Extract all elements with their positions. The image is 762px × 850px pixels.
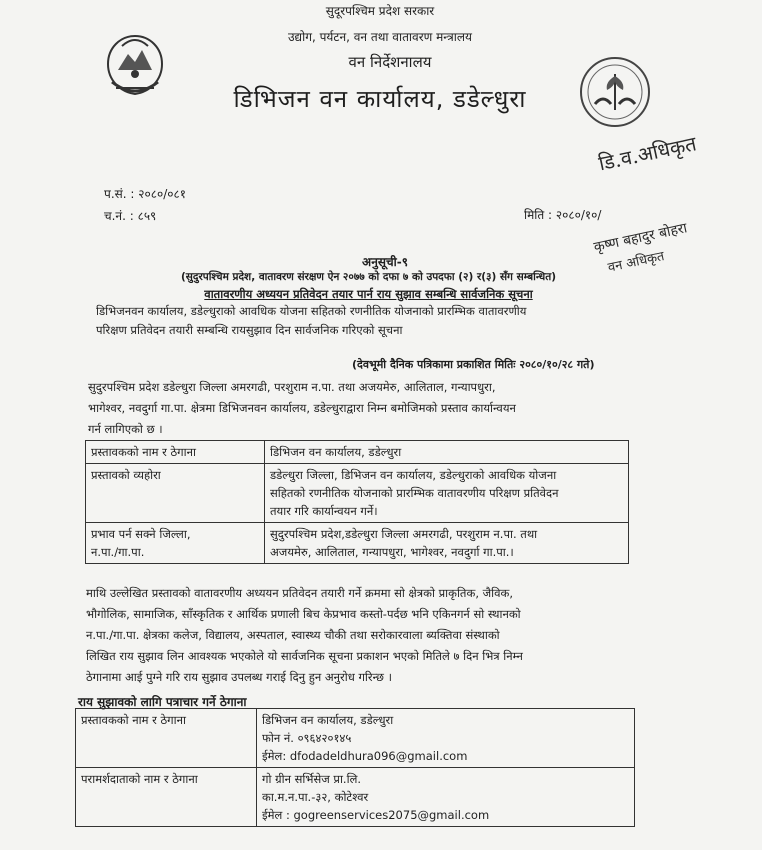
signer-name: कृष्ण बहादुर बोहरा [592,220,689,256]
government-line: सुदूरपश्चिम प्रदेश सरकार [325,4,435,18]
value-line: ईमेल : gogreenservices2075@gmail.com [262,808,490,822]
table-row [76,709,635,768]
value-line: डिभिजन वन कार्यालय, डडेल्धुरा [262,713,394,727]
value-line: सुदुरपश्चिम प्रदेश,डडेल्धुरा जिल्ला अमरगढी, परशुराम न.पा. तथा [270,527,538,541]
value-line: तयार गरि कार्यान्वयन गर्ने। [270,504,378,518]
ministry-line: उद्योग, पर्यटन, वन तथा वातावरण मन्त्रालय [287,30,473,44]
value-line: अजयमेरु, आलिताल, गन्यापधुरा, भागेश्वर, नवदुर्गा गा.पा.। [270,545,514,559]
table-row [86,441,629,464]
table-cell-label: प्रस्तावको व्यहोरा [86,464,265,523]
table-cell-value [265,464,629,523]
nepal-emblem-icon [98,30,172,104]
value-line: का.म.न.पा.-३२, कोटेश्वर [262,790,369,804]
intro-line-1: डिभिजनवन कार्यालय, डडेल्धुराको आवधिक योजना सहितको रणनीतिक योजनाको प्रारम्भिक वातावरणीय [96,304,527,318]
annex-label: अनुसूची-९ [362,255,408,269]
table-cell-value [257,768,635,827]
para1-line-2: भागेश्वर, नवदुर्गा गा.पा. क्षेत्रमा डिभिजनवन कार्यालय, डडेल्धुराद्वारा निम्न बमोजिमको प्रस्ताव कार्यान्वयन [88,401,516,415]
body-line-3: न.पा./गा.पा. क्षेत्रका कलेज, विद्यालय, अस्पताल, स्वास्थ्य चौकी तथा सरोकारवाला ब्यक्तिवा संस्थाको [86,628,500,642]
signature: डि.व.अधिकृत [596,131,699,176]
proposal-table [85,440,629,564]
publication-note: (देवभूमी दैनिक पत्रिकामा प्रकाशित मितिः २०८०/१०/२८ गते) [352,358,595,371]
date-field: मिति : २०८०/१०/ [524,208,602,222]
para1-line-1: सुदुरपश्चिम प्रदेश डडेल्धुरा जिल्ला अमरगढी, परशुराम न.पा. तथा अजयमेरु, आलिताल, गन्यापधुरा, [88,380,496,394]
table-cell-value [265,523,629,564]
dispatch-number: च.नं. : ८५९ [104,209,157,223]
table-cell-value [257,709,635,768]
office-title: डिभिजन वन कार्यालय, डडेल्धुरा [233,85,527,113]
directorate-line: वन निर्देशनालय [348,53,432,71]
label-line: न.पा./गा.पा. [91,545,145,559]
body-line-5: ठेगानामा आई पुग्ने गरि राय सुझाव उपलब्ध गराई दिनु हुन अनुरोध गरिन्छ । [86,670,392,684]
value-line: ईमेल: dfodadeldhura096@gmail.com [262,749,468,763]
reference-number: प.सं. : २०८०/०८१ [104,187,186,201]
table-cell-label [86,523,265,564]
table-row [86,523,629,564]
contact-table [75,708,635,827]
table-row [86,464,629,523]
contact-heading: राय सुझावको लागि पत्राचार गर्ने ठेगाना [78,695,247,709]
value-line: फोन नं. ०९६४२०१४५ [262,731,352,745]
value-line: गो ग्रीन सर्भिसेज प्रा.लि. [262,772,362,786]
body-line-1: माथि उल्लेखित प्रस्तावको वातावरणीय अध्ययन प्रतिवेदन तयारी गर्ने क्रममा सो क्षेत्रको प्राकृतिक, जैविक, [86,586,514,600]
table-cell-label: परामर्शदाताको नाम र ठेगाना [76,768,257,827]
table-cell-value: डिभिजन वन कार्यालय, डडेल्धुरा [265,441,629,464]
forest-office-logo-icon [577,54,653,130]
label-line: प्रभाव पर्न सक्ने जिल्ला, [91,527,191,541]
table-row [76,768,635,827]
notice-title: वातावरणीय अध्ययन प्रतिवेदन तयार पार्न राय सुझाव सम्बन्धि सार्वजनिक सूचना [204,287,533,301]
legal-reference: (सुदुरपश्चिम प्रदेश, वातावरण संरक्षण ऐन २०७७ को दफा ७ को उपदफा (२) र(३) सँग सम्बन्धित) [180,271,556,283]
table-cell-label: प्रस्तावकको नाम र ठेगाना [86,441,265,464]
value-line: डडेल्धुरा जिल्ला, डिभिजन वन कार्यालय, डडेल्धुराको आवधिक योजना [270,468,557,482]
table-cell-label: प्रस्तावकको नाम र ठेगाना [76,709,257,768]
intro-line-2: परिक्षण प्रतिवेदन तयारी सम्बन्धि रायसुझाव दिन सार्वजनिक गरिएको सूचना [96,323,403,337]
signer-title: वन अधिकृत [606,249,666,276]
body-line-2: भौगोलिक, सामाजिक, साँस्कृतिक र आर्थिक प्रणाली बिच केप्रभाव कस्तो-पर्दछ भनि एकिनगर्न सो स्थानको [86,607,521,621]
body-line-4: लिखित राय सुझाव लिन आवश्यक भएकोले यो सार्वजनिक सूचना प्रकाशन भएको मितिले ७ दिन भित्र निम्न [86,649,523,663]
para1-line-3: गर्न लागिएको छ । [88,422,163,436]
value-line: सहितको रणनीतिक योजनाको प्रारम्भिक वातावरणीय परिक्षण प्रतिवेदन [270,486,559,500]
